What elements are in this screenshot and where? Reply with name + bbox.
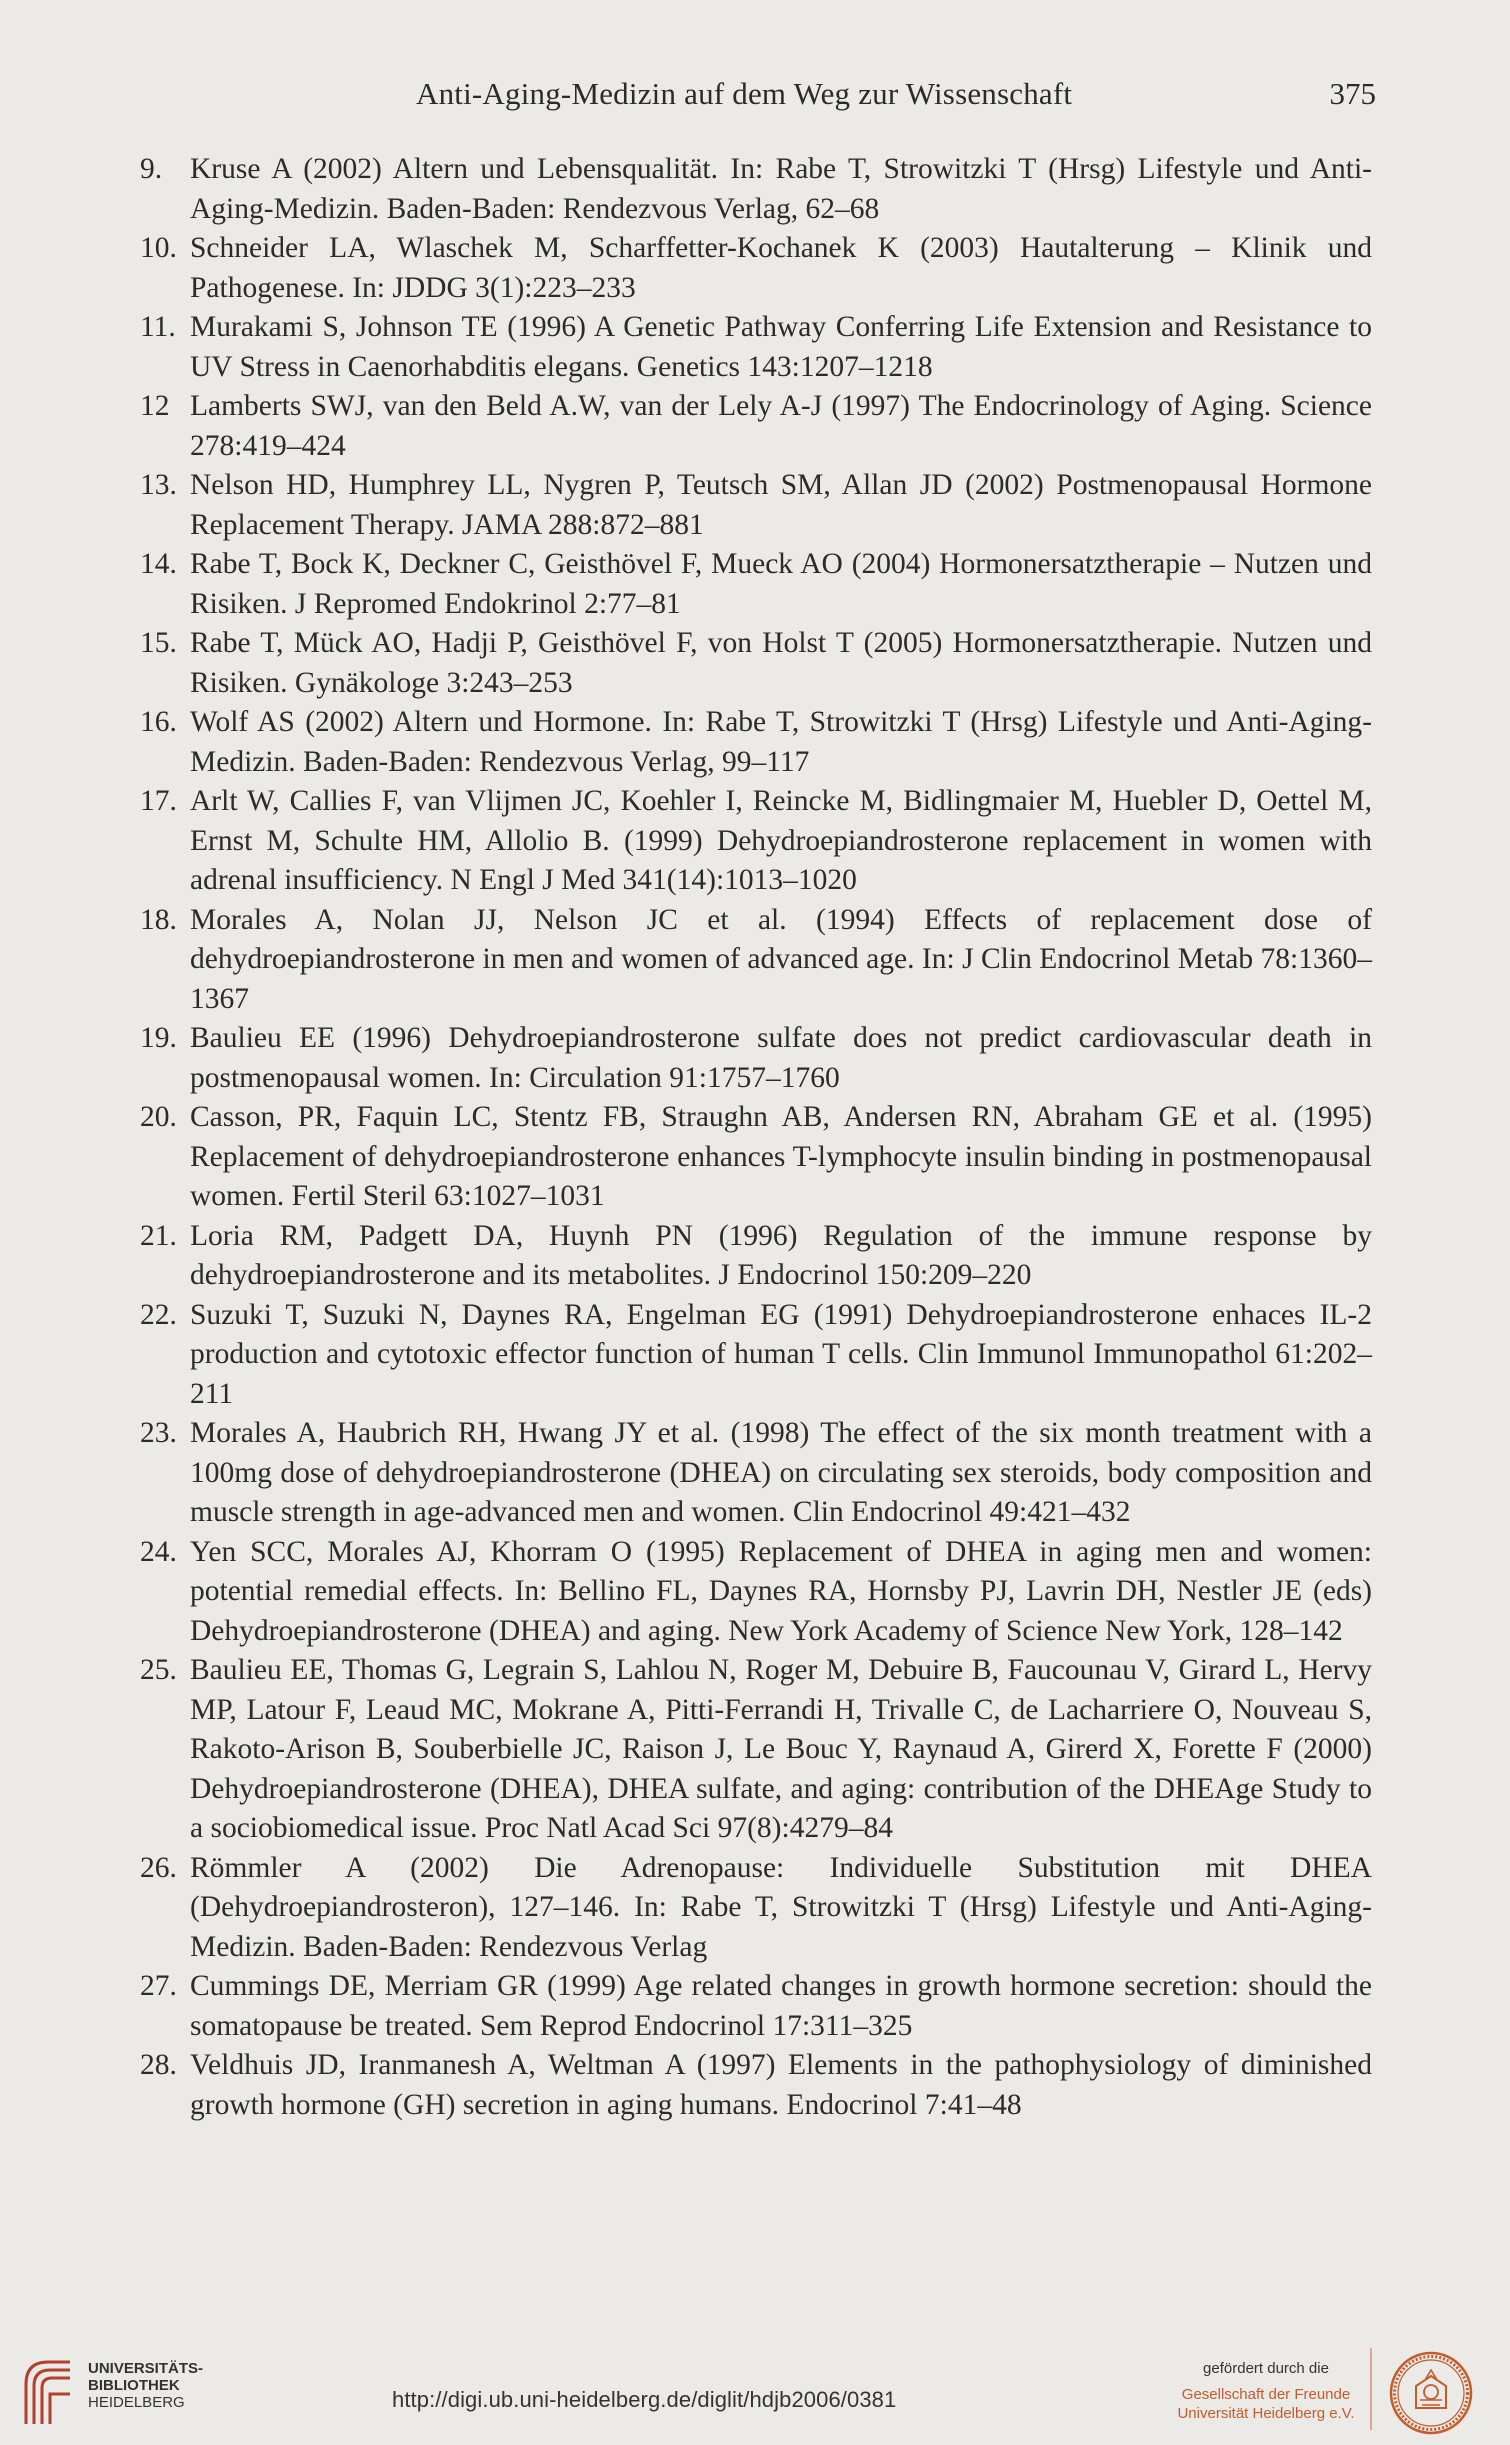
reference-text: Baulieu EE (1996) Dehydroepiandrosterone sulfate does not predict cardiovascular death in postmenopausal women. In: Circulation 91:1757–1760 [190, 1022, 1372, 1094]
reference-text: Arlt W, Callies F, van Vlijmen JC, Koehler I, Reincke M, Bidlingmaier M, Huebler D, Oettel M, Ernst M, Schulte HM, Allolio B. (1999) Dehydroepiandrosterone replacement in women with adrenal insufficiency. N Engl J Med 341(14):1013–1020 [190, 785, 1372, 896]
reference-item [140, 1098, 1372, 1217]
reference-item [140, 2046, 1372, 2125]
page-number: 375 [1329, 76, 1376, 111]
page-footer [0, 2320, 1510, 2445]
reference-text: Veldhuis JD, Iranmanesh A, Weltman A (1997) Elements in the pathophysiology of diminished growth hormone (GH) secretion in aging humans. Endocrinol 7:41–48 [190, 2049, 1372, 2121]
reference-item [140, 150, 1372, 229]
reference-text: Lamberts SWJ, van den Beld A.W, van der Lely A-J (1997) The Endocrinology of Aging. Science 278:419–424 [190, 390, 1372, 462]
reference-number: 21. [140, 1219, 177, 1252]
reference-number: 11. [140, 311, 176, 343]
sponsor-intro: gefördert durch die [1203, 2360, 1329, 2377]
reference-number: 28. [140, 2049, 177, 2081]
reference-item [140, 229, 1372, 308]
reference-number: 14. [140, 548, 177, 580]
footer-divider [1370, 2348, 1372, 2430]
library-name-line: HEIDELBERG [88, 2394, 185, 2411]
library-name-line: UNIVERSITÄTS- [88, 2360, 204, 2377]
reference-text: Römmler A (2002) Die Adrenopause: Individuelle Substitution mit DHEA (Dehydroepiandrosteron), 127–146. In: Rabe T, Strowitzki T (Hrsg) Lifestyle und Anti-Aging-Medizin. Baden-Baden: Rendezvous Verlag [190, 1851, 1372, 1963]
library-name [88, 2360, 203, 2411]
reference-text: Loria RM, Padgett DA, Huynh PN (1996) Regulation of the immune response by dehydroepiandrosterone and its metabolites. J Endocrinol 150:209–220 [190, 1219, 1372, 1291]
reference-item [140, 1217, 1372, 1296]
reference-number: 15. [140, 627, 177, 659]
reference-text: Cummings DE, Merriam GR (1999) Age related changes in growth hormone secretion: should the somatopause be treated. Sem Reprod Endocrinol 17:311–325 [190, 1970, 1372, 2042]
reference-text: Yen SCC, Morales AJ, Khorram O (1995) Replacement of DHEA in aging men and women: potential remedial effects. In: Bellino FL, Daynes RA, Hornsby PJ, Lavrin DH, Nestler JE (eds) Dehydroepiandrosterone (DHEA) and aging. New York Academy of Science New York, 128–142 [190, 1535, 1372, 1647]
reference-text: Baulieu EE, Thomas G, Legrain S, Lahlou N, Roger M, Debuire B, Faucounau V, Girard L, Hervy MP, Latour F, Leaud MC, Mokrane A, Pitti-Ferrandi H, Trivalle C, de Lacharriere O, Nouveau S, Rakoto-Arison B, Souberbielle JC, Raison J, Le Bouc Y, Raynaud A, Girerd X, Forette F (2000) Dehydroepiandrosterone (DHEA), DHEA sulfate, and aging: contribution of the DHEAge Study to a sociobiomedical issue. Proc Natl Acad Sci 97(8):4279–84 [190, 1654, 1372, 1844]
reference-number: 27. [140, 1970, 177, 2002]
running-title: Anti-Aging-Medizin auf dem Weg zur Wissenschaft [416, 76, 1073, 111]
reference-item [140, 1849, 1372, 1968]
reference-number: 13. [140, 469, 177, 501]
reference-number: 12 [140, 390, 170, 422]
reference-text: Nelson HD, Humphrey LL, Nygren P, Teutsch SM, Allan JD (2002) Postmenopausal Hormone Replacement Therapy. JAMA 288:872–881 [190, 469, 1372, 541]
reference-item [140, 782, 1372, 901]
reference-list [140, 150, 1372, 2125]
reference-item [140, 1414, 1372, 1533]
reference-text: Suzuki T, Suzuki N, Daynes RA, Engelman EG (1991) Dehydroepiandrosterone enhaces IL-2 production and cytotoxic effector function of human T cells. Clin Immunol Immunopathol 61:202–211 [190, 1298, 1372, 1410]
reference-number: 20. [140, 1101, 177, 1133]
reference-number: 17. [140, 785, 177, 817]
page-header [150, 76, 1376, 126]
reference-number: 25. [140, 1654, 177, 1686]
reference-number: 22. [140, 1298, 177, 1331]
sponsor-block [1176, 2360, 1356, 2423]
reference-item [140, 466, 1372, 545]
reference-text: Schneider LA, Wlaschek M, Scharffetter-Kochanek K (2003) Hautalterung – Klinik und Pathogenese. In: JDDG 3(1):223–233 [190, 232, 1372, 304]
sponsor-name-line: Gesellschaft der Freunde [1181, 2386, 1351, 2403]
reference-item [140, 308, 1372, 387]
library-name-line: BIBLIOTHEK [88, 2377, 180, 2394]
reference-text: Morales A, Nolan JJ, Nelson JC et al. (1994) Effects of replacement dose of dehydroepiandrosterone in men and women of advanced age. In: J Clin Endocrinol Metab 78:1360–1367 [190, 903, 1372, 1015]
library-logo-icon [18, 2354, 78, 2426]
reference-item [140, 703, 1372, 782]
reference-number: 19. [140, 1022, 177, 1054]
reference-item [140, 1967, 1372, 2046]
reference-text: Rabe T, Bock K, Deckner C, Geisthövel F, Mueck AO (2004) Hormonersatztherapie – Nutzen und Risiken. J Repromed Endokrinol 2:77–81 [190, 548, 1372, 620]
reference-item [140, 624, 1372, 703]
reference-number: 18. [140, 903, 177, 936]
reference-text: Wolf AS (2002) Altern und Hormone. In: Rabe T, Strowitzki T (Hrsg) Lifestyle und Anti-Aging-Medizin. Baden-Baden: Rendezvous Verlag, 99–117 [190, 706, 1372, 778]
reference-text: Kruse A (2002) Altern und Lebensqualität. In: Rabe T, Strowitzki T (Hrsg) Lifestyle und Anti-Aging-Medizin. Baden-Baden: Rendezvous Verlag, 62–68 [190, 153, 1372, 225]
reference-text: Rabe T, Mück AO, Hadji P, Geisthövel F, von Holst T (2005) Hormonersatztherapie. Nutzen und Risiken. Gynäkologe 3:243–253 [190, 627, 1372, 699]
reference-number: 10. [140, 232, 177, 264]
reference-item [140, 545, 1372, 624]
reference-number: 26. [140, 1851, 177, 1884]
permalink-url[interactable]: http://digi.ub.uni-heidelberg.de/diglit/hdjb2006/0381 [392, 2387, 897, 2412]
reference-number: 9. [140, 153, 163, 185]
reference-text: Casson, PR, Faquin LC, Stentz FB, Straughn AB, Andersen RN, Abraham GE et al. (1995) Replacement of dehydroepiandrosterone enhances T-lymphocyte insulin binding in postmenopausal women. Fertil Steril 63:1027–1031 [190, 1101, 1372, 1212]
university-seal-icon [1388, 2350, 1474, 2436]
reference-text: Murakami S, Johnson TE (1996) A Genetic Pathway Conferring Life Extension and Resistance to UV Stress in Caenorhabditis elegans. Genetics 143:1207–1218 [190, 311, 1372, 383]
reference-text: Morales A, Haubrich RH, Hwang JY et al. (1998) The effect of the six month treatment with a 100mg dose of dehydroepiandrosterone (DHEA) on circulating sex steroids, body composition and muscle strength in age-advanced men and women. Clin Endocrinol 49:421–432 [190, 1417, 1372, 1528]
reference-item [140, 1533, 1372, 1652]
sponsor-name-line: Universität Heidelberg e.V. [1177, 2405, 1355, 2422]
reference-number: 24. [140, 1535, 177, 1568]
reference-item [140, 1019, 1372, 1098]
reference-item [140, 1296, 1372, 1415]
reference-number: 16. [140, 706, 177, 738]
reference-item [140, 1651, 1372, 1849]
reference-item [140, 387, 1372, 466]
reference-item [140, 901, 1372, 1020]
reference-number: 23. [140, 1417, 177, 1449]
